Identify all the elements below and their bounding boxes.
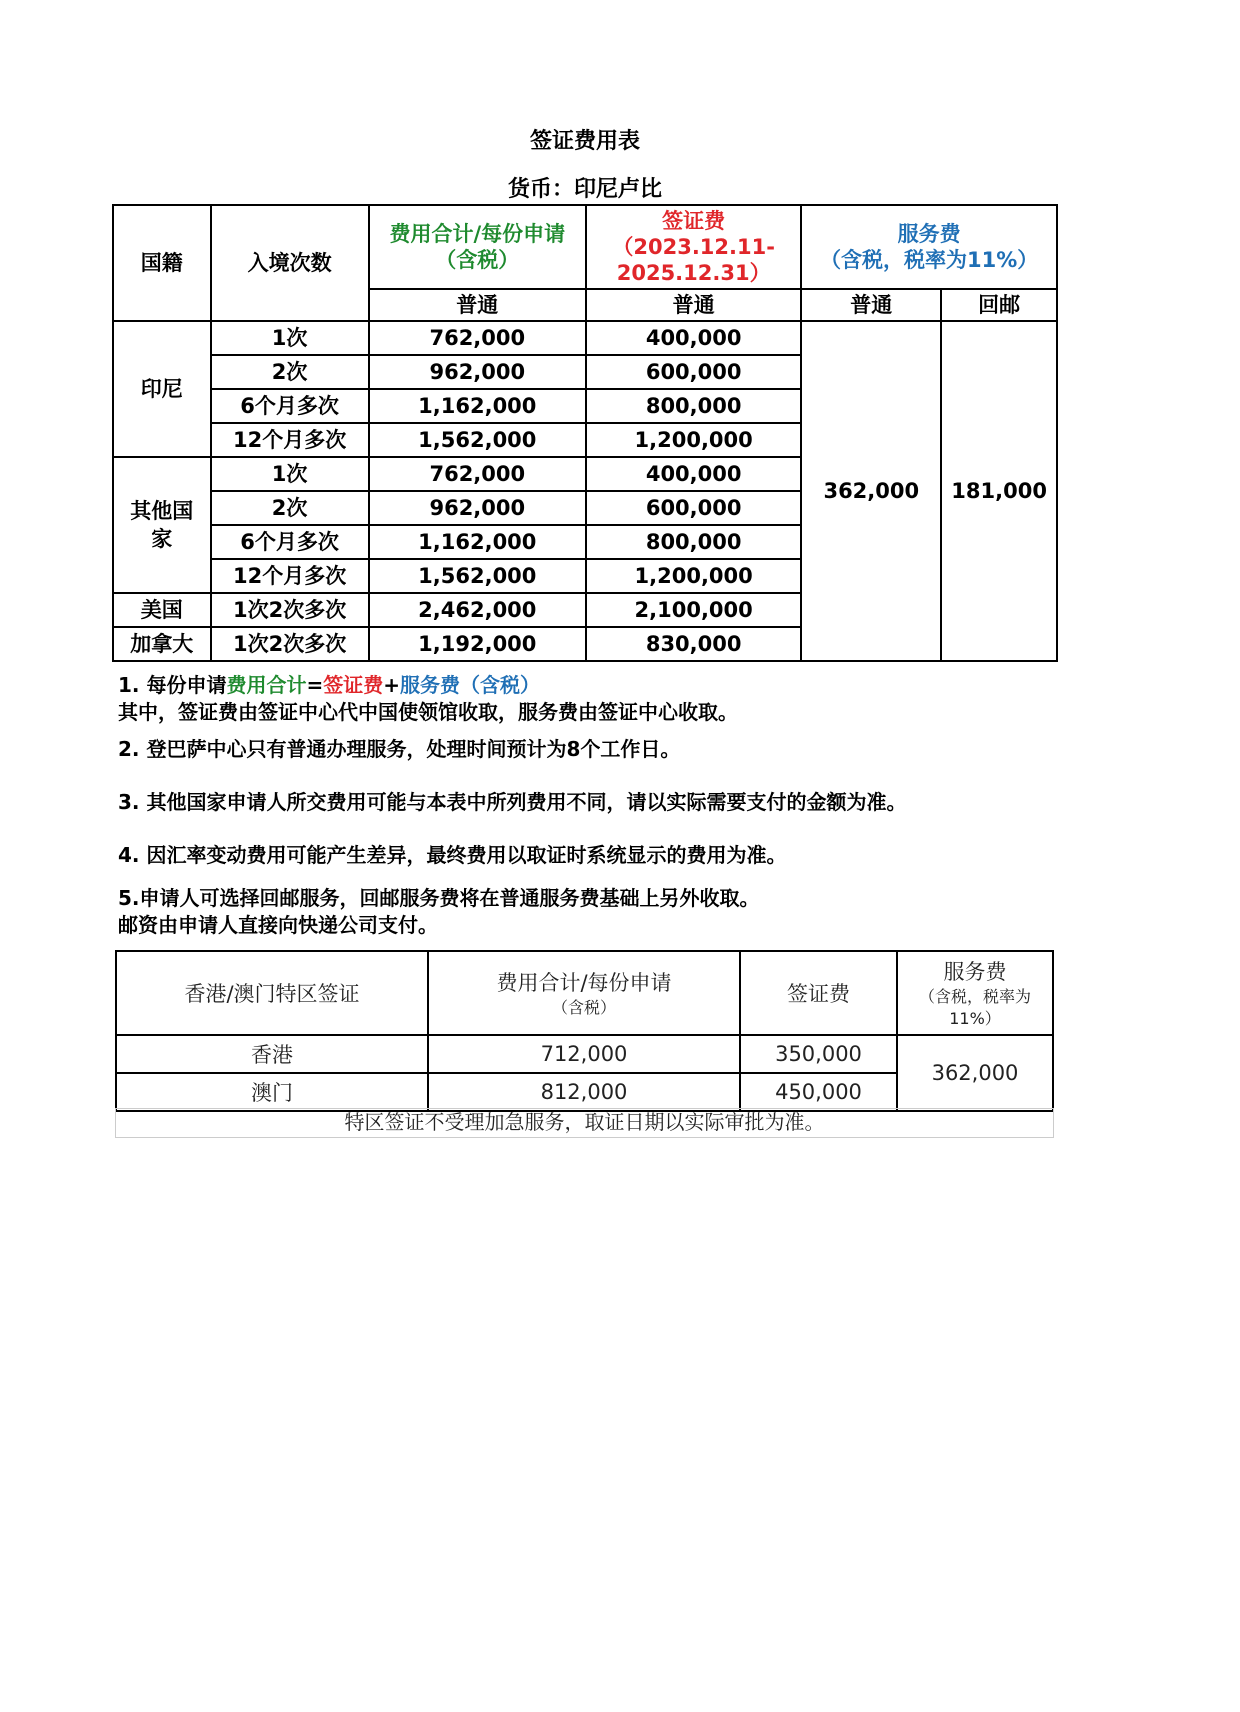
sar-visa-table: [115, 950, 1054, 1112]
visa-fee-table: [112, 204, 1058, 662]
sar-note: 特区签证不受理加急服务，取证日期以实际审批为准。: [115, 1108, 1054, 1138]
sar-header-total-line1: 费用合计/每份申请: [496, 971, 672, 995]
header-normal-total: 普通: [369, 289, 586, 321]
note-3: 3. 其他国家申请人所交费用可能与本表中所列费用不同，请以实际需要支付的金额为准。: [118, 790, 907, 814]
sar-header-visa-fee: 签证费: [740, 951, 897, 1035]
note-4: 4. 因汇率变动费用可能产生差异，最终费用以取证时系统显示的费用为准。: [118, 843, 787, 867]
note-2: 2. 登巴萨中心只有普通办理服务，处理时间预计为8个工作日。: [118, 737, 681, 761]
currency-label: 货币：印尼卢比: [507, 177, 662, 202]
cell-visa: 800,000: [586, 389, 801, 423]
notes-section: [118, 672, 1118, 939]
cell-visa: 1,200,000: [586, 423, 801, 457]
group-usa: 美国: [113, 593, 211, 627]
cell-entries: 12个月多次: [211, 423, 369, 457]
header-visa-fee-label: 签证费: [662, 209, 726, 233]
cell-entries: 6个月多次: [211, 389, 369, 423]
group-canada: 加拿大: [113, 627, 211, 661]
cell-visa: 800,000: [586, 525, 801, 559]
cell-entries: 2次: [211, 355, 369, 389]
header-visa-fee-period-a: （2023.12.11-: [612, 235, 775, 259]
cell-entries: 1次: [211, 457, 369, 491]
cell-total: 962,000: [369, 355, 586, 389]
cell-entries: 1次2次多次: [211, 627, 369, 661]
cell-total: 762,000: [369, 457, 586, 491]
cell-visa: 830,000: [586, 627, 801, 661]
note-5-line1: 5.申请人可选择回邮服务，回邮服务费将在普通服务费基础上另外收取。: [118, 886, 760, 910]
sar-cell-total: 712,000: [428, 1035, 740, 1073]
page-title: 签证费用表: [529, 129, 640, 154]
note-1-eq: =: [306, 673, 324, 697]
table-row: [113, 321, 1057, 355]
cell-entries: 6个月多次: [211, 525, 369, 559]
cell-total: 1,562,000: [369, 559, 586, 593]
header-entries: 入境次数: [211, 205, 369, 321]
note-1-plus: +: [383, 673, 401, 697]
sar-cell-total: 812,000: [428, 1073, 740, 1111]
header-total-line1: 费用合计/每份申请: [389, 222, 566, 246]
sar-header-service: [897, 951, 1053, 1035]
cell-entries: 1次: [211, 321, 369, 355]
note-1-prefix: 1. 每份申请: [118, 673, 227, 697]
header-return-mail: 回邮: [941, 289, 1057, 321]
sar-header-service-line2: （含税，税率为11%）: [918, 987, 1031, 1028]
header-service-line1: 服务费: [897, 222, 961, 246]
sar-header-total: [428, 951, 740, 1035]
header-service-line2: （含税，税率为11%）: [820, 248, 1039, 272]
cell-total: 1,162,000: [369, 389, 586, 423]
group-other-countries: [113, 457, 211, 593]
header-normal-service: 普通: [801, 289, 941, 321]
note-1-total: 费用合计: [226, 673, 307, 697]
cell-visa: 400,000: [586, 321, 801, 355]
cell-visa: 1,200,000: [586, 559, 801, 593]
group-other-countries-label: 其他国家: [130, 499, 194, 551]
cell-visa: 600,000: [586, 355, 801, 389]
table-row: [116, 1035, 1053, 1073]
cell-entries: 12个月多次: [211, 559, 369, 593]
header-visa-fee: [586, 205, 801, 289]
sar-cell-name: 澳门: [116, 1073, 428, 1111]
cell-total: 2,462,000: [369, 593, 586, 627]
cell-total: 1,562,000: [369, 423, 586, 457]
cell-total: 762,000: [369, 321, 586, 355]
cell-visa: 2,100,000: [586, 593, 801, 627]
service-return-value: 181,000: [941, 321, 1057, 661]
header-visa-fee-period-b: 2025.12.31）: [616, 261, 771, 285]
cell-visa: 600,000: [586, 491, 801, 525]
note-1-line2: 其中，签证费由签证中心代中国使领馆收取，服务费由签证中心收取。: [118, 700, 738, 724]
service-normal-value: 362,000: [801, 321, 941, 661]
header-total-line2: （含税）: [435, 248, 520, 272]
cell-total: 962,000: [369, 491, 586, 525]
cell-total: 1,192,000: [369, 627, 586, 661]
header-normal-visa: 普通: [586, 289, 801, 321]
note-1-service: 服务费（含税）: [400, 673, 541, 697]
sar-header-label: 香港/澳门特区签证: [116, 951, 428, 1035]
cell-visa: 400,000: [586, 457, 801, 491]
cell-total: 1,162,000: [369, 525, 586, 559]
note-1: [118, 672, 1118, 699]
group-indonesia: 印尼: [113, 321, 211, 457]
sar-service-value: 362,000: [897, 1035, 1053, 1111]
header-total: [369, 205, 586, 289]
note-1-visa: 签证费: [323, 673, 384, 697]
cell-entries: 2次: [211, 491, 369, 525]
cell-entries: 1次2次多次: [211, 593, 369, 627]
note-5-line2: 邮资由申请人直接向快递公司支付。: [118, 913, 438, 937]
header-nationality: 国籍: [113, 205, 211, 321]
sar-cell-visa: 350,000: [740, 1035, 897, 1073]
sar-header-total-line2: （含税）: [551, 998, 616, 1017]
sar-header-service-line1: 服务费: [943, 960, 1007, 984]
sar-cell-name: 香港: [116, 1035, 428, 1073]
sar-cell-visa: 450,000: [740, 1073, 897, 1111]
header-service-fee: [801, 205, 1057, 289]
